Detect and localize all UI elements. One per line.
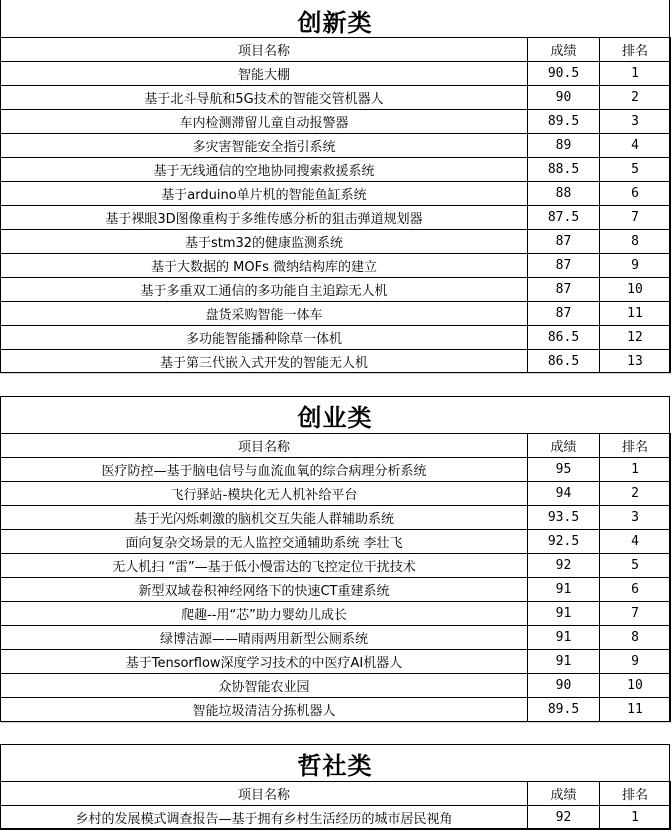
score-cell: 92 — [528, 554, 600, 578]
score-cell: 94 — [528, 482, 600, 506]
score-cell: 90 — [528, 674, 600, 698]
project-name-cell: 智能大棚 — [1, 62, 528, 86]
rank-cell: 7 — [600, 206, 671, 230]
score-cell: 87 — [528, 230, 600, 254]
rank-cell: 7 — [600, 602, 671, 626]
project-name-cell: 基于arduino单片机的智能鱼缸系统 — [1, 182, 528, 206]
header-name: 项目名称 — [1, 782, 528, 806]
project-name-cell: 基于大数据的 MOFs 微纳结构库的建立 — [1, 254, 528, 278]
project-name-cell: 多功能智能播种除草一体机 — [1, 326, 528, 350]
table-row — [1, 206, 671, 230]
project-name-cell: 基于Tensorflow深度学习技术的中医疗AI机器人 — [1, 650, 528, 674]
project-name-cell: 基于光闪烁刺激的脑机交互失能人群辅助系统 — [1, 506, 528, 530]
table-row — [1, 302, 671, 326]
project-name-cell: 智能垃圾清洁分拣机器人 — [1, 698, 528, 722]
header-row — [1, 782, 671, 806]
project-name-cell: 爬趣--用“芯”助力婴幼儿成长 — [1, 602, 528, 626]
table-row — [1, 326, 671, 350]
score-cell: 87 — [528, 254, 600, 278]
rank-cell: 11 — [600, 302, 671, 326]
table-row — [1, 482, 671, 506]
table-row — [1, 530, 671, 554]
score-cell: 90 — [528, 86, 600, 110]
score-cell: 87 — [528, 278, 600, 302]
rank-cell: 5 — [600, 158, 671, 182]
table-row — [1, 650, 671, 674]
project-name-cell: 车内检测滞留儿童自动报警器 — [1, 110, 528, 134]
table-row — [1, 350, 671, 374]
header-rank: 排名 — [600, 434, 671, 458]
rank-cell: 2 — [600, 86, 671, 110]
rank-cell: 3 — [600, 506, 671, 530]
empty-row-gridline — [0, 722, 672, 723]
score-cell: 90.5 — [528, 62, 600, 86]
score-cell: 92 — [528, 806, 600, 830]
rank-cell: 4 — [600, 530, 671, 554]
score-cell: 86.5 — [528, 326, 600, 350]
rank-cell: 6 — [600, 182, 671, 206]
rank-cell: 13 — [600, 350, 671, 374]
table-row — [1, 698, 671, 722]
header-score: 成绩 — [528, 38, 600, 62]
project-name-cell: 基于多重双工通信的多功能自主追踪无人机 — [1, 278, 528, 302]
rank-cell: 1 — [600, 62, 671, 86]
project-name-cell: 众协智能农业园 — [1, 674, 528, 698]
score-cell: 87.5 — [528, 206, 600, 230]
rank-cell: 2 — [600, 482, 671, 506]
rank-cell: 1 — [600, 458, 671, 482]
score-cell: 89 — [528, 134, 600, 158]
table-row — [1, 254, 671, 278]
score-cell: 88.5 — [528, 158, 600, 182]
table-row — [1, 602, 671, 626]
rank-cell: 6 — [600, 578, 671, 602]
results-table — [0, 37, 671, 374]
results-table — [0, 781, 671, 830]
score-cell: 86.5 — [528, 350, 600, 374]
table-row — [1, 578, 671, 602]
score-cell: 91 — [528, 578, 600, 602]
project-name-cell: 医疗防控—基于脑电信号与血流血氧的综合病理分析系统 — [1, 458, 528, 482]
rank-cell: 9 — [600, 254, 671, 278]
rank-cell: 4 — [600, 134, 671, 158]
empty-row-gridline — [0, 373, 672, 374]
project-name-cell: 盘货采购智能一体车 — [1, 302, 528, 326]
project-name-cell: 基于stm32的健康监测系统 — [1, 230, 528, 254]
header-row — [1, 38, 671, 62]
table-row — [1, 674, 671, 698]
header-rank: 排名 — [600, 782, 671, 806]
project-name-cell: 飞行驿站-模块化无人机补给平台 — [1, 482, 528, 506]
header-rank: 排名 — [600, 38, 671, 62]
score-cell: 91 — [528, 602, 600, 626]
project-name-cell: 面向复杂交场景的无人监控交通辅助系统 李壮飞 — [1, 530, 528, 554]
project-name-cell: 新型双域卷积神经网络下的快速CT重建系统 — [1, 578, 528, 602]
rank-cell: 12 — [600, 326, 671, 350]
header-name: 项目名称 — [1, 434, 528, 458]
header-row — [1, 434, 671, 458]
project-name-cell: 乡村的发展模式调查报告—基于拥有乡村生活经历的城市居民视角 — [1, 806, 528, 830]
table-row — [1, 278, 671, 302]
score-cell: 89.5 — [528, 698, 600, 722]
section-title: 哲社类 — [297, 750, 373, 780]
score-cell: 92.5 — [528, 530, 600, 554]
table-row — [1, 62, 671, 86]
table-row — [1, 554, 671, 578]
results-table — [0, 433, 671, 722]
section-title: 创业类 — [297, 402, 373, 432]
project-name-cell: 绿博洁源——晴雨两用新型公厕系统 — [1, 626, 528, 650]
header-score: 成绩 — [528, 782, 600, 806]
rank-cell: 1 — [600, 806, 671, 830]
table-row — [1, 110, 671, 134]
project-name-cell: 无人机扫 “雷”—基于低小慢雷达的飞控定位干扰技术 — [1, 554, 528, 578]
rank-cell: 8 — [600, 626, 671, 650]
project-name-cell: 基于第三代嵌入式开发的智能无人机 — [1, 350, 528, 374]
project-name-cell: 基于裸眼3D图像重构于多维传感分析的狙击弹道规划器 — [1, 206, 528, 230]
rank-cell: 8 — [600, 230, 671, 254]
table-row — [1, 806, 671, 830]
rank-cell: 3 — [600, 110, 671, 134]
rank-cell: 5 — [600, 554, 671, 578]
table-row — [1, 458, 671, 482]
rank-cell: 11 — [600, 698, 671, 722]
header-score: 成绩 — [528, 434, 600, 458]
table-row — [1, 182, 671, 206]
table-row — [1, 230, 671, 254]
rank-cell: 10 — [600, 674, 671, 698]
project-name-cell: 基于无线通信的空地协同搜索救援系统 — [1, 158, 528, 182]
score-cell: 88 — [528, 182, 600, 206]
score-cell: 89.5 — [528, 110, 600, 134]
table-row — [1, 134, 671, 158]
score-cell: 93.5 — [528, 506, 600, 530]
project-name-cell: 基于北斗导航和5G技术的智能交管机器人 — [1, 86, 528, 110]
section-title: 创新类 — [297, 7, 373, 37]
table-row — [1, 506, 671, 530]
table-row — [1, 158, 671, 182]
table-row — [1, 86, 671, 110]
rank-cell: 10 — [600, 278, 671, 302]
score-cell: 87 — [528, 302, 600, 326]
score-cell: 91 — [528, 626, 600, 650]
score-cell: 95 — [528, 458, 600, 482]
project-name-cell: 多灾害智能安全指引系统 — [1, 134, 528, 158]
score-cell: 91 — [528, 650, 600, 674]
rank-cell: 9 — [600, 650, 671, 674]
header-name: 项目名称 — [1, 38, 528, 62]
table-row — [1, 626, 671, 650]
